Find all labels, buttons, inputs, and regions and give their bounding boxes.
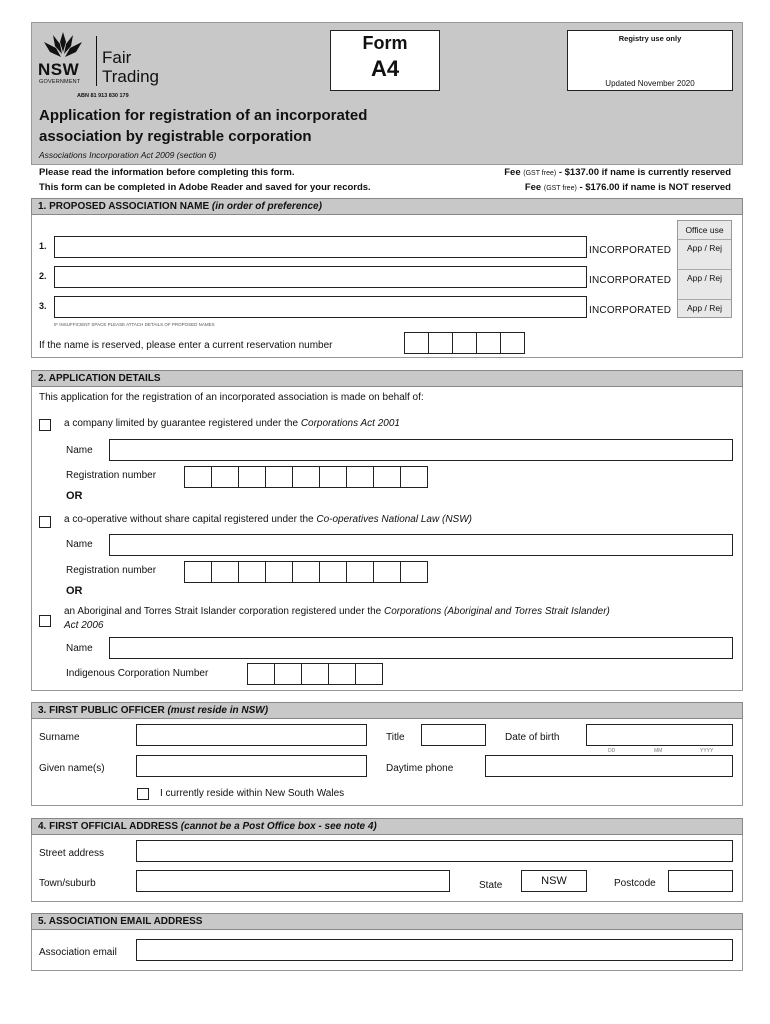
opt3-text: an Aboriginal and Torres Strait Islander corporation registered under the (64, 606, 385, 617)
cooperative-checkbox[interactable] (39, 516, 51, 528)
section2-header (31, 370, 743, 387)
intro-line2: This form can be completed in Adobe Reader and saved for your records. (39, 182, 371, 193)
aboriginal-corp-act-line2 (64, 620, 103, 631)
logo-divider (96, 36, 97, 86)
aboriginal-name-input[interactable] (109, 637, 733, 659)
fee1-text: - $137.00 if name is currently reserved (558, 167, 731, 178)
office-use-label: Office use (685, 225, 724, 235)
association-email-input[interactable] (136, 939, 733, 961)
title-input[interactable] (421, 724, 486, 746)
section4-header (31, 818, 743, 835)
registry-label: Registry use only (618, 34, 682, 43)
company-name-input[interactable] (109, 439, 733, 461)
office-use-box (677, 220, 732, 318)
name-input-3[interactable] (54, 296, 587, 318)
opt3-act2: Act 2006 (64, 620, 104, 631)
updated-date: Updated November 2020 (605, 79, 695, 88)
icn-input[interactable] (247, 663, 382, 685)
section3-title-note: (must reside in NSW) (167, 705, 269, 716)
state-label: State (479, 880, 503, 891)
waratah-icon (40, 30, 86, 60)
icn-label: Indigenous Corporation Number (66, 668, 209, 679)
fee2-prefix: Fee (524, 182, 542, 193)
cooperative-regnum-label: Registration number (66, 565, 157, 576)
name-input-1[interactable] (54, 236, 587, 258)
intro-line1: Please read the information before completing this form. (39, 167, 295, 178)
street-address-label: Street address (39, 848, 105, 859)
name-row-2-num: 2. (39, 271, 47, 281)
nsw-logo (38, 30, 178, 100)
aboriginal-corp-option-label (64, 606, 610, 617)
logo-gov-sub: GOVERNMENT (39, 79, 81, 85)
opt1-act: Corporations Act 2001 (300, 418, 400, 429)
section1-title-note: (in order of preference) (211, 201, 322, 212)
registry-box (567, 30, 733, 91)
logo-dept-trading: Trading (102, 67, 160, 86)
reservation-number-input[interactable] (404, 332, 524, 354)
postcode-label: Postcode (614, 878, 656, 889)
name-row-1-suffix: INCORPORATED (589, 245, 672, 256)
section5-header (31, 913, 743, 930)
company-regnum-input[interactable] (184, 466, 427, 488)
fee1-prefix: Fee (504, 167, 521, 178)
cooperative-name-input[interactable] (109, 534, 733, 556)
section3-title: 3. FIRST PUBLIC OFFICER (38, 705, 165, 716)
dob-yyyy-hint: YYYY (700, 748, 714, 754)
insufficient-space-note: IF INSUFFICIENT SPACE PLEASE ATTACH DETAILS OF PROPOSED NAMES (54, 322, 215, 327)
name-input-2[interactable] (54, 266, 587, 288)
name-row-2-suffix: INCORPORATED (589, 275, 672, 286)
state-value: NSW (541, 875, 567, 887)
page-title-line2: association by registrable corporation (39, 128, 312, 145)
company-checkbox[interactable] (39, 419, 51, 431)
reservation-label: If the name is reserved, please enter a current reservation number (39, 340, 333, 351)
page-title-line1: Application for registration of an incorporated (39, 107, 368, 124)
daytime-phone-input[interactable] (485, 755, 733, 777)
given-names-label: Given name(s) (39, 763, 105, 774)
name-row-1-num: 1. (39, 241, 47, 251)
postcode-input[interactable] (668, 870, 733, 892)
logo-dept-fair: Fair (102, 48, 132, 67)
section1-header (31, 198, 743, 215)
fee2-text: - $176.00 if name is NOT reserved (579, 182, 731, 193)
opt2-act: Co-operatives National Law (NSW) (316, 514, 472, 525)
opt3-act: Corporations (Aboriginal and Torres Strait Islander) (384, 606, 610, 617)
name-row-3-suffix: INCORPORATED (589, 305, 672, 316)
abn: ABN 81 913 830 179 (77, 93, 129, 99)
office-app-rej-2: App / Rej (678, 269, 731, 283)
state-input[interactable] (521, 870, 587, 892)
reside-nsw-label: I currently reside within New South Wales (160, 788, 345, 799)
company-option-label (64, 418, 400, 429)
daytime-phone-label: Daytime phone (386, 763, 454, 774)
section2-title: 2. APPLICATION DETAILS (38, 373, 161, 384)
fee-reserved (504, 167, 731, 178)
fee2-gst: (GST free) (543, 185, 577, 192)
fee1-gst: (GST free) (523, 170, 557, 177)
form-number-box (330, 30, 440, 91)
form-label: Form (362, 33, 408, 53)
section1-title: 1. PROPOSED ASSOCIATION NAME (38, 201, 210, 212)
aboriginal-corp-checkbox[interactable] (39, 615, 51, 627)
company-regnum-label: Registration number (66, 470, 157, 481)
section2-intro: This application for the registration of an incorporated association is made on behalf of: (39, 392, 424, 403)
dob-input[interactable] (586, 724, 733, 746)
form-number: A4 (370, 56, 400, 81)
section3-header (31, 702, 743, 719)
surname-label: Surname (39, 732, 80, 743)
dob-mm-hint: MM (654, 748, 663, 754)
or-label-1: OR (66, 490, 83, 502)
section4-title-note: (cannot be a Post Office box - see note 4) (180, 821, 377, 832)
cooperative-option-label (64, 514, 472, 525)
surname-input[interactable] (136, 724, 367, 746)
given-names-input[interactable] (136, 755, 367, 777)
aboriginal-name-label: Name (66, 643, 93, 654)
cooperative-name-label: Name (66, 539, 93, 550)
street-address-input[interactable] (136, 840, 733, 862)
act-reference: Associations Incorporation Act 2009 (section 6) (39, 150, 217, 160)
or-label-2: OR (66, 585, 83, 597)
title-label: Title (386, 732, 405, 743)
dob-label: Date of birth (505, 732, 560, 743)
cooperative-regnum-input[interactable] (184, 561, 427, 583)
dob-dd-hint: DD (608, 748, 616, 754)
fee-not-reserved (525, 182, 731, 193)
office-app-rej-3: App / Rej (678, 299, 731, 313)
reside-nsw-checkbox[interactable] (137, 788, 149, 800)
company-name-label: Name (66, 445, 93, 456)
section5-title: 5. ASSOCIATION EMAIL ADDRESS (38, 916, 203, 927)
section4-title: 4. FIRST OFFICIAL ADDRESS (38, 821, 179, 832)
opt2-text: a co-operative without share capital registered under the (64, 514, 317, 525)
office-app-rej-1: App / Rej (678, 239, 731, 253)
name-row-3-num: 3. (39, 301, 47, 311)
opt1-text: a company limited by guarantee registered under the (64, 418, 301, 429)
logo-gov-text: NSW (38, 60, 80, 79)
association-email-label: Association email (39, 947, 117, 958)
town-label: Town/suburb (39, 878, 96, 889)
town-input[interactable] (136, 870, 450, 892)
